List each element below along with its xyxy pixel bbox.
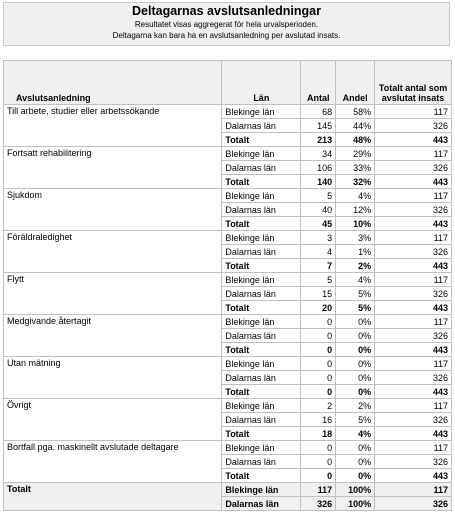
total-completed-cell: 117 [375,441,452,455]
county-cell: Totalt [222,427,301,441]
count-cell: 0 [301,441,336,455]
count-cell: 4 [301,245,336,259]
share-cell: 44% [336,119,375,133]
share-cell: 48% [336,133,375,147]
count-cell: 140 [301,175,336,189]
report-header [3,2,450,46]
share-cell: 3% [336,231,375,245]
county-cell: Totalt [222,133,301,147]
county-cell: Dalarnas län [222,203,301,217]
reason-cell: Sjukdom [4,189,222,231]
share-cell: 4% [336,427,375,441]
grand-total-label: Totalt [4,483,222,511]
total-completed-cell: 326 [375,161,452,175]
share-cell: 5% [336,301,375,315]
total-completed-cell: 326 [375,119,452,133]
county-cell: Blekinge län [222,315,301,329]
count-cell: 45 [301,217,336,231]
county-cell: Dalarnas län [222,497,301,511]
total-completed-cell: 443 [375,217,452,231]
total-completed-cell: 326 [375,455,452,469]
reason-cell: Föräldraledighet [4,231,222,273]
share-cell: 0% [336,343,375,357]
county-cell: Blekinge län [222,147,301,161]
table-row [4,315,452,329]
share-cell: 0% [336,371,375,385]
count-cell: 7 [301,259,336,273]
count-cell: 145 [301,119,336,133]
total-completed-cell: 326 [375,203,452,217]
share-cell: 0% [336,441,375,455]
completion-reasons-table [3,60,452,511]
county-cell: Blekinge län [222,231,301,245]
county-cell: Totalt [222,343,301,357]
total-completed-cell: 117 [375,273,452,287]
total-completed-cell: 326 [375,497,452,511]
total-completed-cell: 117 [375,399,452,413]
county-cell: Dalarnas län [222,371,301,385]
total-completed-cell: 443 [375,343,452,357]
table-header-row [4,61,452,105]
table-row [4,441,452,455]
county-cell: Dalarnas län [222,413,301,427]
count-cell: 34 [301,147,336,161]
share-cell: 32% [336,175,375,189]
total-completed-cell: 443 [375,301,452,315]
share-cell: 58% [336,105,375,119]
table-row [4,273,452,287]
count-cell: 326 [301,497,336,511]
share-cell: 12% [336,203,375,217]
total-completed-cell: 326 [375,329,452,343]
county-cell: Dalarnas län [222,455,301,469]
total-completed-cell: 326 [375,245,452,259]
county-cell: Totalt [222,301,301,315]
share-cell: 5% [336,287,375,301]
county-cell: Totalt [222,259,301,273]
county-cell: Blekinge län [222,483,301,497]
total-completed-cell: 443 [375,259,452,273]
share-cell: 0% [336,455,375,469]
reason-cell: Fortsatt rehabilitering [4,147,222,189]
total-completed-cell: 326 [375,287,452,301]
share-cell: 5% [336,413,375,427]
column-header-total-completed: Totalt antal som avslutat insats [375,61,452,105]
table-row [4,189,452,203]
county-cell: Totalt [222,385,301,399]
share-cell: 4% [336,273,375,287]
share-cell: 100% [336,483,375,497]
count-cell: 68 [301,105,336,119]
count-cell: 0 [301,455,336,469]
count-cell: 5 [301,273,336,287]
count-cell: 0 [301,329,336,343]
county-cell: Blekinge län [222,399,301,413]
count-cell: 0 [301,385,336,399]
total-completed-cell: 117 [375,483,452,497]
column-header-share: Andel [336,61,375,105]
total-completed-cell: 117 [375,231,452,245]
share-cell: 0% [336,329,375,343]
table-row [4,357,452,371]
total-completed-cell: 117 [375,147,452,161]
reason-cell: Flytt [4,273,222,315]
count-cell: 117 [301,483,336,497]
count-cell: 0 [301,357,336,371]
table-row [4,147,452,161]
table-row [4,105,452,119]
county-cell: Dalarnas län [222,245,301,259]
county-cell: Dalarnas län [222,287,301,301]
share-cell: 0% [336,357,375,371]
share-cell: 0% [336,315,375,329]
count-cell: 0 [301,371,336,385]
reason-cell: Till arbete, studier eller arbetssökande [4,105,222,147]
share-cell: 29% [336,147,375,161]
share-cell: 0% [336,385,375,399]
table-row [4,399,452,413]
count-cell: 18 [301,427,336,441]
reason-cell: Bortfall pga. maskinellt avslutade deltagare [4,441,222,483]
count-cell: 2 [301,399,336,413]
report-note-aggregation: Resultatet visas aggregerat för hela urvalsperioden. [134,20,319,29]
total-completed-cell: 443 [375,175,452,189]
report-title: Deltagarnas avslutsanledningar [132,4,321,18]
county-cell: Totalt [222,175,301,189]
table-row [4,231,452,245]
county-cell: Dalarnas län [222,161,301,175]
count-cell: 40 [301,203,336,217]
total-completed-cell: 443 [375,469,452,483]
grand-total-row [4,483,452,497]
report-note-one-reason: Deltagarna kan bara ha en avslutsanledning per avslutad insats. [112,31,341,40]
total-completed-cell: 117 [375,189,452,203]
reason-cell: Medgivande återtagit [4,315,222,357]
column-header-county: Län [222,61,301,105]
count-cell: 0 [301,343,336,357]
county-cell: Dalarnas län [222,329,301,343]
reason-cell: Övrigt [4,399,222,441]
share-cell: 2% [336,399,375,413]
total-completed-cell: 117 [375,105,452,119]
count-cell: 16 [301,413,336,427]
column-header-reason: Avslutsanledning [4,61,222,105]
count-cell: 20 [301,301,336,315]
county-cell: Blekinge län [222,273,301,287]
share-cell: 33% [336,161,375,175]
total-completed-cell: 443 [375,427,452,441]
total-completed-cell: 117 [375,315,452,329]
total-completed-cell: 117 [375,357,452,371]
share-cell: 10% [336,217,375,231]
share-cell: 1% [336,245,375,259]
count-cell: 0 [301,315,336,329]
total-completed-cell: 443 [375,133,452,147]
share-cell: 0% [336,469,375,483]
share-cell: 4% [336,189,375,203]
count-cell: 0 [301,469,336,483]
county-cell: Totalt [222,217,301,231]
count-cell: 3 [301,231,336,245]
county-cell: Totalt [222,469,301,483]
county-cell: Dalarnas län [222,119,301,133]
share-cell: 100% [336,497,375,511]
count-cell: 213 [301,133,336,147]
county-cell: Blekinge län [222,441,301,455]
count-cell: 15 [301,287,336,301]
county-cell: Blekinge län [222,105,301,119]
total-completed-cell: 443 [375,385,452,399]
count-cell: 106 [301,161,336,175]
county-cell: Blekinge län [222,357,301,371]
county-cell: Blekinge län [222,189,301,203]
count-cell: 5 [301,189,336,203]
share-cell: 2% [336,259,375,273]
column-header-count: Antal [301,61,336,105]
total-completed-cell: 326 [375,413,452,427]
total-completed-cell: 326 [375,371,452,385]
reason-cell: Utan mätning [4,357,222,399]
